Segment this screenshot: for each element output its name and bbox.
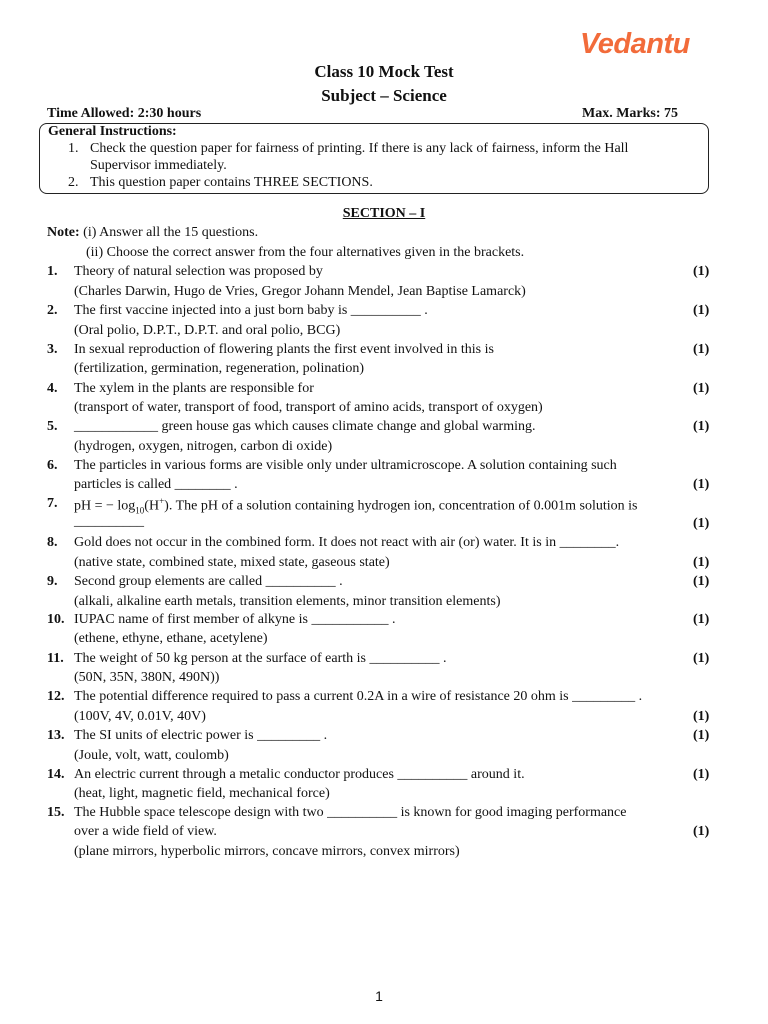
question-text-continued: particles is called ________ . — [74, 477, 238, 492]
question-options: (Oral polio, D.P.T., D.P.T. and oral polio, BCG) — [74, 323, 341, 338]
general-instructions-box — [39, 123, 709, 194]
question-text: Second group elements are called __________ . — [74, 574, 343, 589]
question-number: 15. — [47, 805, 65, 820]
question-options: (50N, 35N, 380N, 490N)) — [74, 670, 220, 685]
question-number: 13. — [47, 728, 65, 743]
question-text: ____________ green house gas which causes climate change and global warming. — [74, 419, 536, 434]
question-number: 1. — [47, 264, 58, 279]
question-options: (Joule, volt, watt, coulomb) — [74, 748, 229, 763]
question-options: (fertilization, germination, regeneration, polination) — [74, 361, 365, 376]
question-text: The xylem in the plants are responsible for — [74, 381, 314, 396]
question-text: Gold does not occur in the combined form. It does not react with air (or) water. It is in ________. — [74, 535, 620, 550]
note-text: (i) Answer all the 15 questions. — [79, 225, 259, 240]
question-marks: (1) — [693, 824, 710, 839]
question-marks: (1) — [693, 303, 710, 318]
question-text: The first vaccine injected into a just born baby is __________ . — [74, 303, 428, 318]
instruction-text: Check the question paper for fairness of printing. If there is any lack of fairness, inform the Hall — [90, 141, 629, 156]
question-marks: (1) — [693, 342, 710, 357]
question-number: 12. — [47, 689, 65, 704]
question-marks: (1) — [693, 381, 710, 396]
question-marks: (1) — [693, 516, 710, 531]
subject-title: Subject – Science — [321, 86, 447, 105]
instruction-item — [68, 140, 708, 157]
ph-formula-rest: ). The pH of a solution containing hydrogen ion, concentration of 0.001m solution is — [164, 498, 638, 514]
question-marks: (1) — [693, 574, 710, 589]
question-number: 2. — [47, 303, 58, 318]
question-number: 11. — [47, 651, 64, 666]
question-marks: (1) — [693, 709, 710, 724]
question-text: An electric current through a metalic conductor produces __________ around it. — [74, 767, 525, 782]
question-number: 10. — [47, 612, 65, 627]
vedantu-logo: Vedantu — [580, 28, 690, 60]
time-allowed: Time Allowed: 2:30 hours — [47, 106, 202, 121]
log-base-subscript: 10 — [135, 505, 145, 516]
section-heading: SECTION – I — [342, 206, 426, 221]
question-marks: (1) — [693, 555, 710, 570]
question-marks: (1) — [693, 419, 710, 434]
answer-blank: __________ — [74, 514, 144, 529]
instruction-number: 2. — [68, 175, 79, 190]
question-number: 14. — [47, 767, 65, 782]
question-text — [74, 496, 638, 515]
question-number: 6. — [47, 458, 58, 473]
question-number: 4. — [47, 381, 58, 396]
test-title: Class 10 Mock Test — [314, 62, 454, 81]
question-text: The SI units of electric power is _________ . — [74, 728, 328, 743]
question-marks: (1) — [693, 767, 710, 782]
instructions-title: General Instructions: — [48, 124, 177, 139]
question-options: (native state, combined state, mixed state, gaseous state) — [74, 555, 390, 570]
question-marks: (1) — [693, 477, 710, 492]
question-marks: (1) — [693, 264, 710, 279]
question-number: 8. — [47, 535, 58, 550]
question-options: (Charles Darwin, Hugo de Vries, Gregor Johann Mendel, Jean Baptise Lamarck) — [74, 284, 526, 299]
question-text: The weight of 50 kg person at the surface of earth is __________ . — [74, 651, 447, 666]
h-charge-superscript: + — [159, 496, 165, 506]
note-line — [47, 225, 258, 241]
instruction-text: This question paper contains THREE SECTIONS. — [90, 175, 373, 190]
question-text: The Hubble space telescope design with two __________ is known for good imaging performance — [74, 805, 627, 820]
question-text: Theory of natural selection was proposed by — [74, 264, 323, 279]
max-marks: Max. Marks: 75 — [582, 106, 679, 121]
question-marks: (1) — [693, 612, 710, 627]
question-options: (heat, light, magnetic field, mechanical force) — [74, 786, 330, 801]
question-text: IUPAC name of first member of alkyne is ___________ . — [74, 612, 396, 627]
instruction-number: 1. — [68, 141, 79, 156]
question-options: (transport of water, transport of food, transport of amino acids, transport of oxygen) — [74, 400, 543, 415]
instruction-item-continued: Supervisor immediately. — [90, 158, 227, 173]
question-options: (ethene, ethyne, ethane, acetylene) — [74, 631, 268, 646]
note-line-2: (ii) Choose the correct answer from the four alternatives given in the brackets. — [86, 245, 525, 260]
question-text-continued: over a wide field of view. — [74, 824, 217, 839]
question-text: In sexual reproduction of flowering plants the first event involved in this is — [74, 342, 494, 357]
page-number: 1 — [375, 988, 383, 1004]
question-number: 9. — [47, 574, 58, 589]
question-number: 3. — [47, 342, 58, 357]
question-options: (plane mirrors, hyperbolic mirrors, concave mirrors, convex mirrors) — [74, 844, 460, 859]
question-number: 7. — [47, 496, 58, 511]
question-options: (100V, 4V, 0.01V, 40V) — [74, 709, 206, 724]
question-options: (alkali, alkaline earth metals, transition elements, minor transition elements) — [74, 594, 501, 609]
question-text: The potential difference required to pass a current 0.2A in a wire of resistance 20 ohm is _________ . — [74, 689, 643, 704]
question-marks: (1) — [693, 651, 710, 666]
question-marks: (1) — [693, 728, 710, 743]
question-options: (hydrogen, oxygen, nitrogen, carbon di oxide) — [74, 439, 333, 454]
note-label: Note: — [47, 225, 80, 240]
question-number: 5. — [47, 419, 58, 434]
ph-formula-h: (H — [144, 498, 160, 514]
instruction-item — [68, 174, 708, 191]
ph-formula-start: pH = − log — [74, 498, 136, 514]
question-text: The particles in various forms are visible only under ultramicroscope. A solution containing such — [74, 458, 617, 473]
